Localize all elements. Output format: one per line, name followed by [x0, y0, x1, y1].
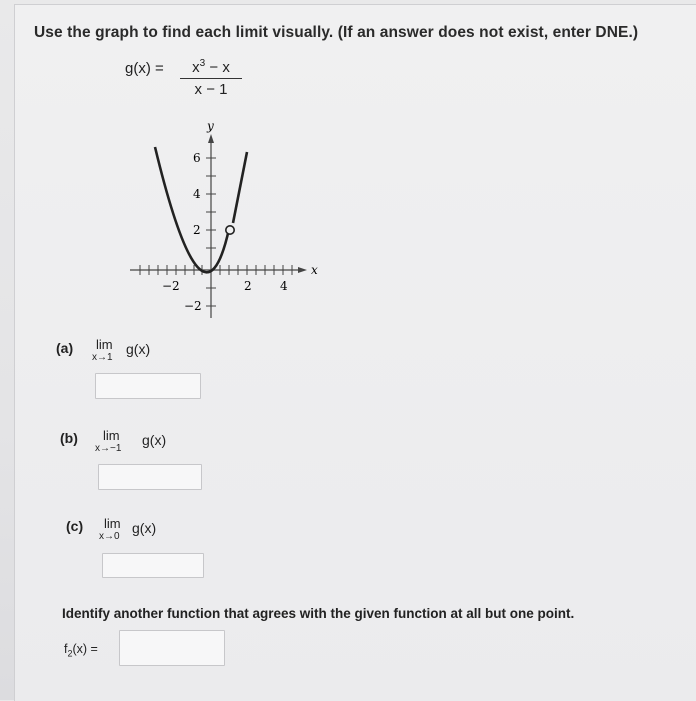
- question-panel: [14, 4, 696, 701]
- part-c-expr: g(x): [132, 520, 157, 536]
- prompt-text: Use the graph to find each limit visually. (If an answer does not exist, enter DNE.): [34, 24, 639, 41]
- part-b-expr: g(x): [142, 432, 167, 448]
- part-c-label: (c): [66, 518, 84, 534]
- part-c-approach: x→0: [99, 531, 120, 542]
- part-a-label: (a): [56, 340, 74, 356]
- open-circle-hole: [226, 226, 234, 234]
- y-tick-6: 6: [193, 151, 201, 165]
- x-axis-label: x: [311, 263, 318, 277]
- function-graph: [120, 112, 330, 322]
- x-tick-4: 4: [280, 279, 288, 293]
- identify-text: Identify another function that agrees with the given function at all but one point.: [62, 606, 575, 621]
- part-b-answer-input[interactable]: [98, 464, 202, 490]
- function-curve-right: [233, 152, 247, 223]
- part-c-lim: lim: [104, 516, 121, 531]
- part-a-expr: g(x): [126, 341, 151, 357]
- f2-answer-input[interactable]: [119, 630, 225, 666]
- x-tick-2: 2: [244, 279, 252, 293]
- function-fraction: [180, 58, 242, 98]
- function-denominator: x − 1: [194, 81, 228, 98]
- y-axis-label: y: [207, 119, 214, 133]
- function-curve: [155, 147, 229, 272]
- part-a-answer-input[interactable]: [95, 373, 201, 399]
- function-numerator: $x^3 - x$: [180, 58, 242, 79]
- part-c-answer-input[interactable]: [102, 553, 204, 578]
- y-tick-4: 4: [193, 187, 201, 201]
- f2-label: $f_2(x)$ =: [64, 642, 98, 659]
- part-b-approach: x→−1: [95, 443, 122, 454]
- part-a-lim: lim: [96, 337, 113, 352]
- part-b-label: (b): [60, 430, 78, 446]
- function-label: g(x) =: [125, 60, 164, 77]
- x-tick-neg2: −2: [162, 279, 180, 293]
- y-tick-2: 2: [193, 223, 201, 237]
- part-b-lim: lim: [103, 428, 120, 443]
- y-tick-neg2: −2: [184, 299, 202, 313]
- part-a-approach: x→1: [92, 352, 113, 363]
